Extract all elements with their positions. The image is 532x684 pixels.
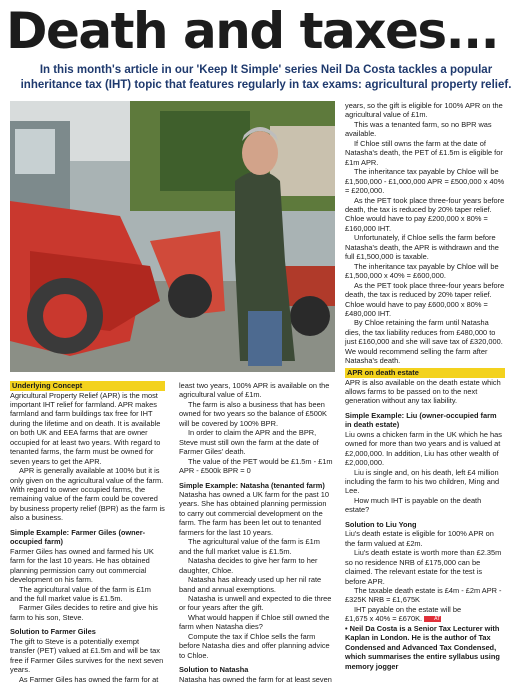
paragraph-text: £1,675 x 40% = £670K. — [345, 614, 423, 624]
paragraph: As the PET took place three-four years before death, the tax is reduced by 20% taper relief. Chloe would have to pay £600,000 x 80% = £480,000 IHT. — [345, 280, 505, 318]
paragraph: years, so the gift is eligible for 100% APR on the agricultural value of £1m. — [345, 101, 503, 120]
paragraph: If Chloe still owns the farm at the date of Natasha's death, the PET of £1.5m is eligible for £1m APR. — [345, 138, 503, 167]
paragraph-text: IHT payable on the estate will be — [354, 604, 462, 614]
paragraph: Farmer Giles decides to retire and give his farm to his son, Steve. — [10, 603, 158, 622]
paragraph: Liu's death estate is worth more than £2.35m so no residence NRB of £175,000 can be claimed. The relevant estate for the test is before APR. — [345, 548, 502, 586]
subheading: Simple Example: Liu (owner-occupied farm in death estate) — [345, 410, 497, 430]
paragraph — [345, 605, 505, 624]
paragraph: In order to claim the APR and the BPR, Steve must still own the farm at the date of Farmer Giles' death. — [179, 428, 319, 457]
paragraph: The inheritance tax payable by Chloe will be £1,500,000 x 40% = £600,000. — [345, 261, 499, 281]
paragraph: Natasha is unwell and expected to die three or four years after the gift. — [179, 593, 332, 613]
subheading: Solution to Liu Yong — [345, 519, 417, 529]
paragraph: What would happen if Chloe still owned the farm when Natasha dies? — [179, 612, 330, 632]
paragraph: This was a tenanted farm, so no BPR was available. — [345, 119, 492, 139]
paragraph: As Farmer Giles has owned the farm for at — [19, 674, 159, 684]
author-bio: • Neil Da Costa is a Senior Tax Lecturer with Kaplan in London. He is the author of Tax Condensed and Advanced Tax Condensed, which summarises the entire syllabus using memory jogger — [345, 623, 500, 671]
paragraph: APR is also available on the death estate which allows farms to be passed on to the next generation without any tax liability. — [345, 377, 501, 406]
paragraph: Liu is single and, on his death, left £4 million including the farm to his two children, Ming and Lee. — [345, 467, 500, 496]
paragraph: Compute the tax if Chloe sells the farm before Natasha dies and offer planning advice to Chloe. — [179, 631, 330, 660]
paragraph: The farm is also a business that has been owned for two years so the balance of £500K will be covered by 100% BPR. — [179, 399, 327, 428]
section-heading-underlying: Underlying Concept — [10, 381, 165, 391]
subheading: Simple Example: Farmer Giles (owner-occupied farm) — [10, 527, 146, 547]
paragraph: Natasha has already used up her nil rate band and annual exemptions. — [179, 575, 322, 594]
paragraph: The agricultural value of the farm is £1m and the full market value is £1.5m. — [179, 537, 320, 556]
paragraph: Natasha decides to give her farm to her daughter, Chloe. — [179, 556, 318, 575]
paragraph: APR is generally available at 100% but it is only given on the agricultural value of the farm. With regard to owner occupied farms, the remaining value of the farm could be covered by business property relief (BPR) as the farm is also a business. — [10, 466, 165, 523]
article-photo — [10, 101, 335, 372]
subheading: Solution to Natasha — [179, 665, 249, 675]
column-3 — [345, 101, 505, 366]
column-2 — [179, 381, 334, 684]
paragraph: Natasha has owned the farm for at least seven — [179, 674, 332, 684]
paragraph: As the PET took place three-four years before death, the tax is reduced by 20% taper relief. Chloe would have to pay £200,000 x 80% = £160,000 IHT. — [345, 195, 505, 233]
paragraph: Agricultural Property Relief (APR) is the most important IHT relief for farmland. APR makes farmland and farm buildings tax free for IHT during the lifetime and on death. It is available on both UK and EEA farms that are owner occupied for at least two years. With regard to tenanted farms, the farm must be owned for seven years to get the APR. — [10, 390, 161, 466]
paragraph: The gift to Steve is a potentially exempt transfer (PET) valued at £1.5m and will be tax free if Farmer Giles survives for the next seven years. — [10, 636, 164, 675]
column-3-lower — [345, 368, 505, 671]
standfirst: In this month's article in our 'Keep It Simple' series Neil Da Costa tackles a popular inheritance tax (IHT) topic that features regularly in tax exams: agricultural property relief. — [20, 64, 512, 91]
paragraph: The value of the PET would be £1.5m - £1m APR - £500k BPR = 0 — [179, 456, 333, 476]
subheading: Simple Example: Natasha (tenanted farm) — [179, 480, 325, 490]
paragraph: By Chloe retaining the farm until Natasha dies, the tax liability reduces from £480,000 to just £160,000 and she will save tax of £320,000. We would recommend selling the farm after Natasha's death. — [345, 318, 503, 366]
end-mark: AT — [424, 616, 441, 622]
paragraph: Farmer Giles has owned and farmed his UK farm for the last 10 years. He has obtained planning permission carry out commercial development on his farm. — [10, 546, 154, 585]
section-heading-apr-estate: APR on death estate — [345, 368, 505, 378]
paragraph: The agricultural value of the farm is £1m and the full market value is £1.5m. — [10, 584, 151, 604]
paragraph: Unfortunately, if Chloe sells the farm before Natasha's death, the APR is withdrawn and the full £1,500,000 is taxable. — [345, 233, 499, 262]
column-1 — [10, 381, 165, 684]
subheading: Solution to Farmer Giles — [10, 627, 96, 637]
page-title: Death and taxes... — [6, 2, 499, 60]
paragraph: How much IHT is payable on the death estate? — [345, 495, 482, 515]
paragraph: The taxable death estate is £4m - £2m APR - £325K NRB = £1,675K — [345, 586, 502, 605]
paragraph: Liu's death estate is eligible for 100% APR on the farm valued at £2m. — [345, 529, 494, 548]
paragraph: Liu owns a chicken farm in the UK which he has owned for more than two years and is valued at £2,000,000. In addition, Liu has other wealth of £2,000,000. — [345, 429, 502, 468]
paragraph: Natasha has owned a UK farm for the past 10 years. She has obtained planning permission to carry out commercial development on the farm. The farm has been let out to tenanted farmers for the last 10 years. — [179, 489, 329, 537]
paragraph: The inheritance tax payable by Chloe will be £1,500,000 - £1,000,000 APR = £500,000 x 40% = £200,000. — [345, 167, 505, 196]
paragraph: least two years, 100% APR is available on the agricultural value of £1m. — [179, 381, 330, 400]
